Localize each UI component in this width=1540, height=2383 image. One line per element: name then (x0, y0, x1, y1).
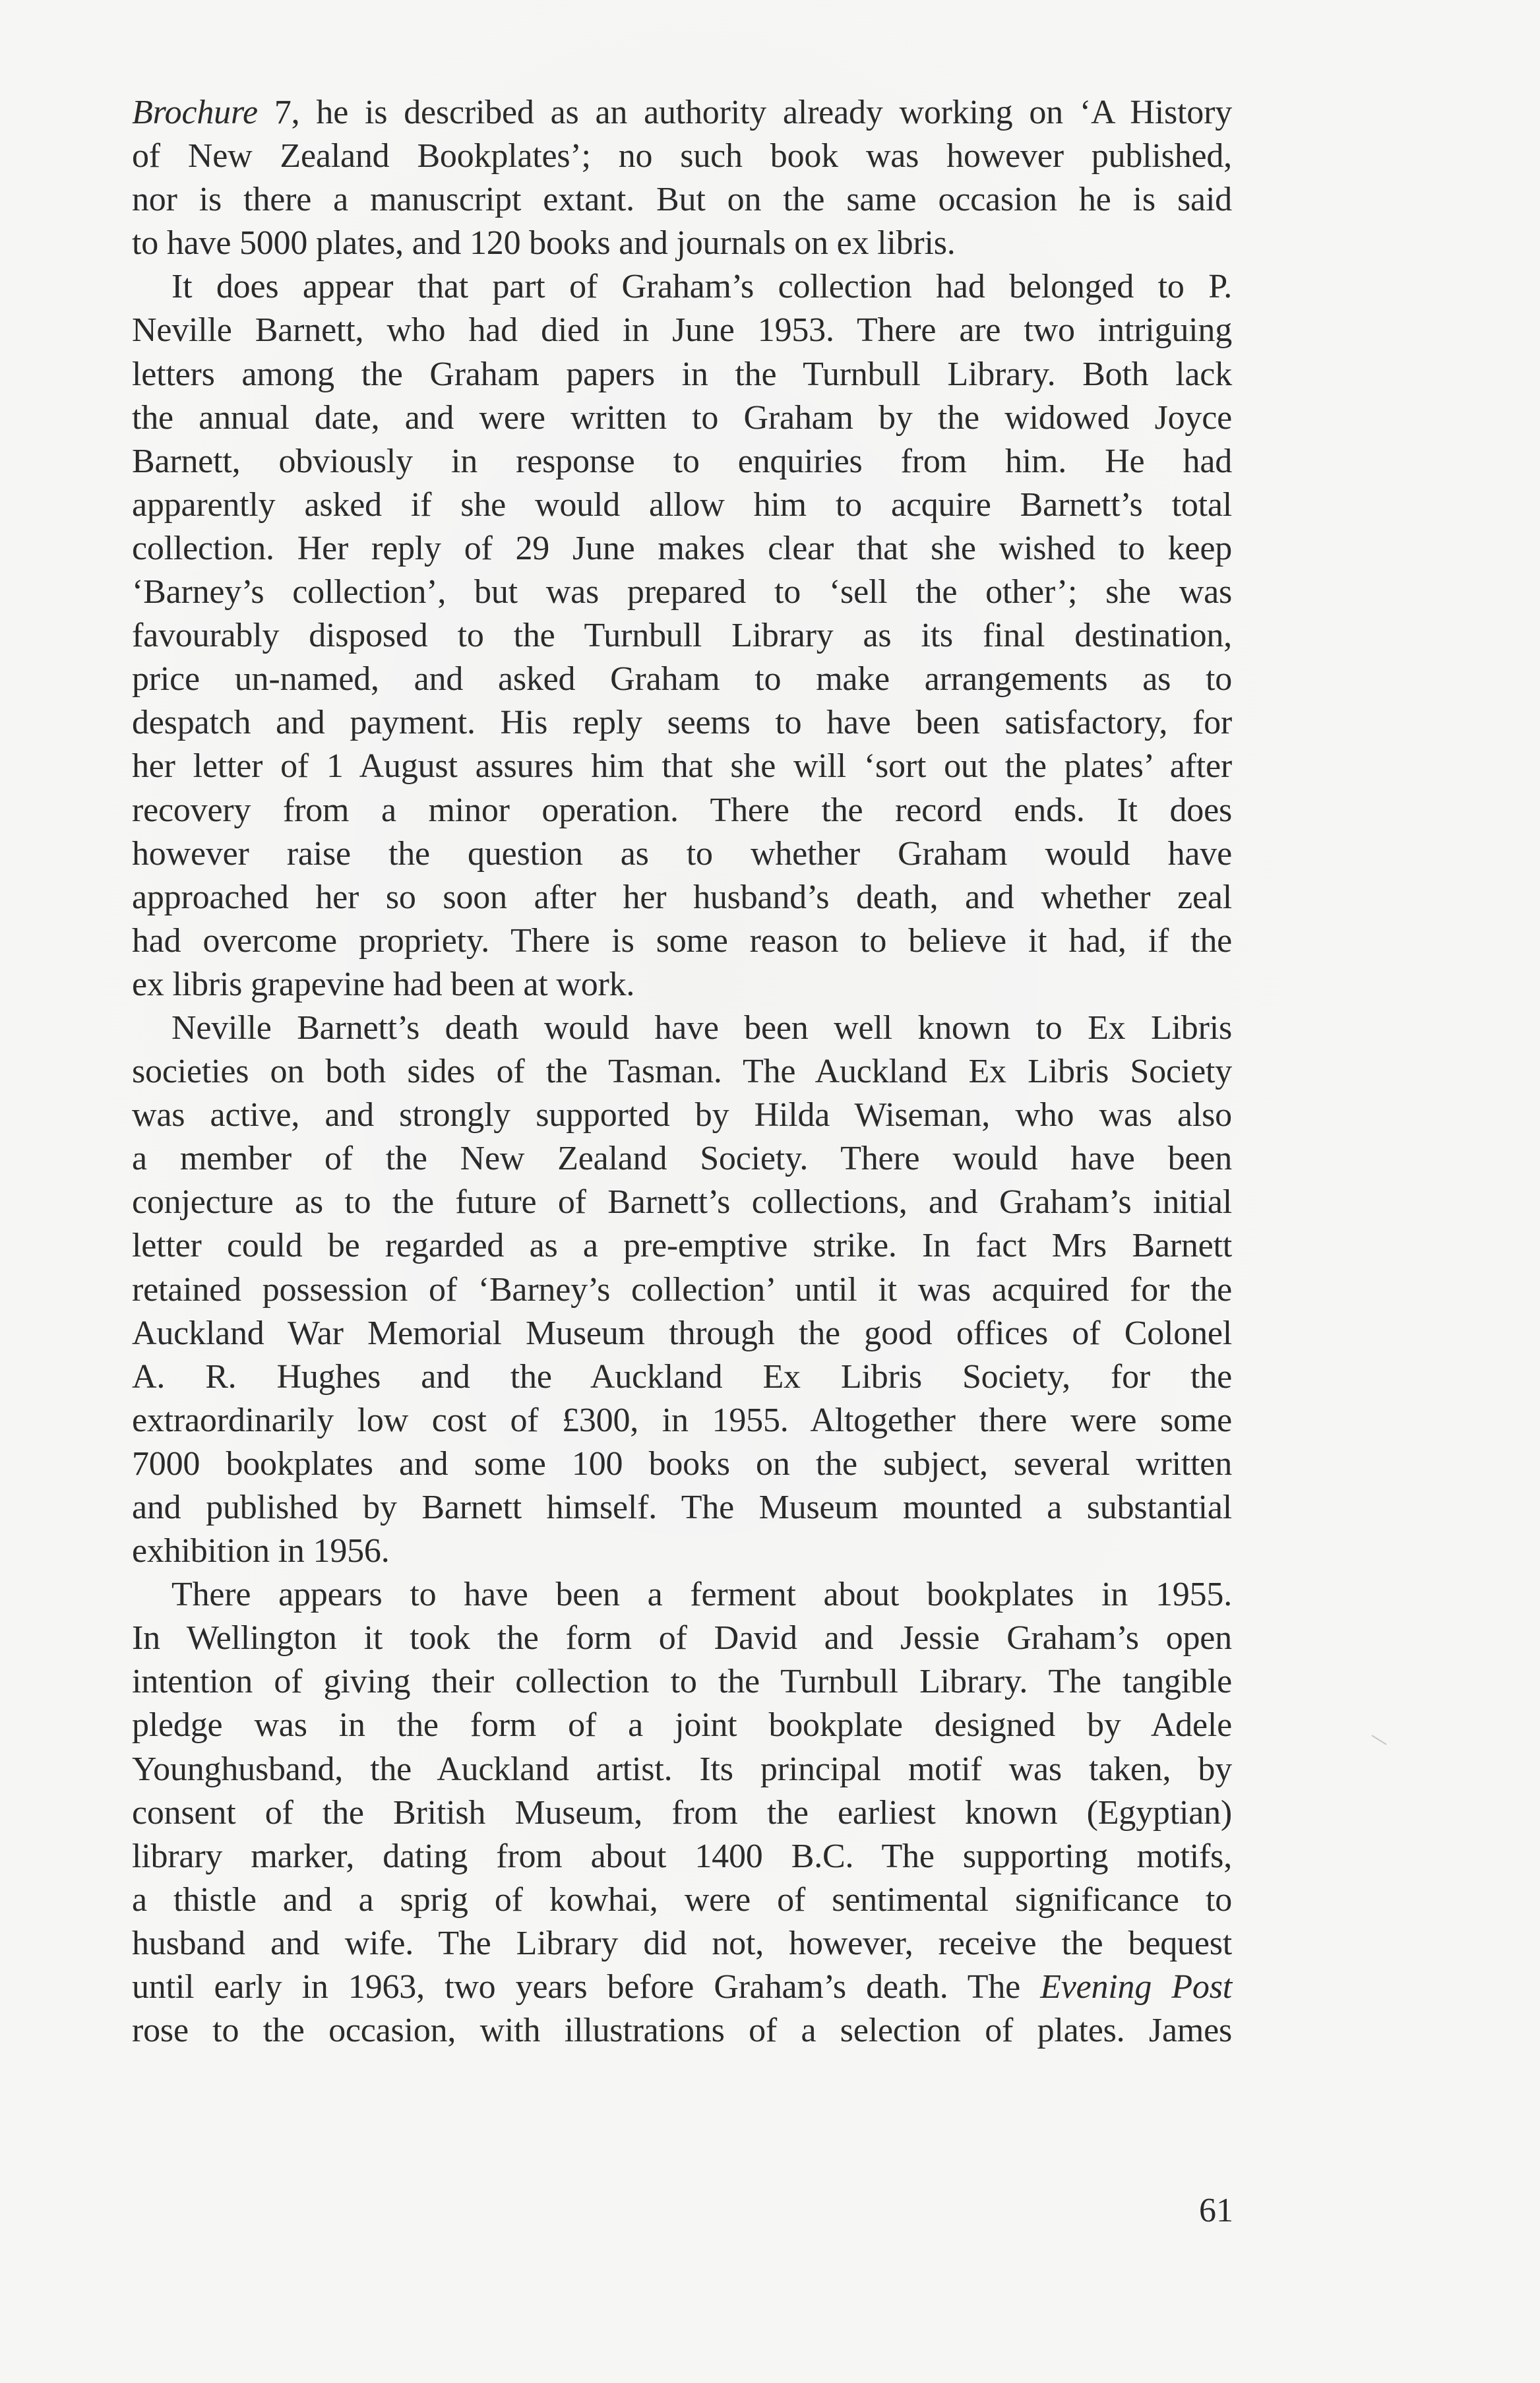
text-segment: however raise the question as to whether Graham would have (132, 834, 1232, 873)
text-line (132, 1878, 1232, 1922)
text-segment: consent of the British Museum, from the earliest known (Egyptian) (132, 1793, 1232, 1832)
text-segment: conjecture as to the future of Barnett’s collections, and Graham’s initial (132, 1183, 1232, 1222)
text-segment: ‘Barney’s collection’, but was prepared to ‘sell the other’; she was (132, 573, 1232, 611)
text-line (132, 614, 1232, 658)
text-line (132, 1268, 1232, 1312)
text-line (132, 919, 1232, 963)
text-segment: nor is there a manuscript extant. But on the same occasion he is said (132, 181, 1232, 219)
text-segment: Younghusband, the Auckland artist. Its principal motif was taken, by (132, 1750, 1232, 1788)
text-segment: apparently asked if she would allow him to acquire Barnett’s total (132, 485, 1232, 524)
text-line (132, 1399, 1232, 1442)
text-line (132, 658, 1232, 701)
text-segment: library marker, dating from about 1400 B.C. The supporting motifs, (132, 1837, 1232, 1875)
text-line (132, 876, 1232, 919)
text-segment: exhibition in 1956. (132, 1532, 390, 1570)
text-segment: a thistle and a sprig of kowhai, were of sentimental significance to (132, 1880, 1232, 1919)
text-line (132, 745, 1232, 788)
text-line (132, 1224, 1232, 1268)
text-line (132, 396, 1232, 440)
text-segment: had overcome propriety. There is some reason to believe it had, if the (132, 921, 1232, 960)
text-segment: her letter of 1 August assures him that she will ‘sort out the plates’ after (132, 747, 1232, 786)
text-line (132, 2009, 1232, 2053)
text-line (132, 789, 1232, 832)
text-segment: Auckland War Memorial Museum through the good offices of Colonel (132, 1314, 1232, 1352)
text-segment: despatch and payment. His reply seems to have been satisfactory, for (132, 704, 1232, 742)
text-segment: Neville Barnett’s death would have been well known to Ex Libris (171, 1008, 1232, 1047)
text-segment: It does appear that part of Graham’s collection had belonged to P. (171, 268, 1232, 306)
text-segment: favourably disposed to the Turnbull Library as its final destination, (132, 617, 1232, 655)
text-segment: price un-named, and asked Graham to make arrangements as to (132, 660, 1232, 698)
text-line (132, 265, 1232, 309)
text-segment: husband and wife. The Library did not, however, receive the bequest (132, 1924, 1232, 1962)
paragraph (132, 1573, 1232, 2053)
paragraph (132, 1006, 1232, 1573)
text-line (132, 1791, 1232, 1835)
text-segment: the annual date, and were written to Graham by the widowed Joyce (132, 398, 1232, 437)
text-line (132, 701, 1232, 745)
text-segment: societies on both sides of the Tasman. The Auckland Ex Libris Society (132, 1053, 1232, 1091)
italic-title: Evening Post (1040, 1968, 1232, 2006)
paragraph (132, 265, 1232, 1006)
text-segment: retained possession of ‘Barney’s collection’ until it was acquired for the (132, 1270, 1232, 1309)
text-line (132, 1094, 1232, 1137)
paragraph (132, 91, 1232, 265)
text-line (132, 1922, 1232, 1965)
text-line (132, 527, 1232, 571)
text-segment: extraordinarily low cost of £300, in 1955. Altogether there were some (132, 1401, 1232, 1439)
text-line (132, 353, 1232, 396)
text-segment: letter could be regarded as a pre-emptive strike. In fact Mrs Barnett (132, 1227, 1232, 1265)
text-line (132, 1486, 1232, 1530)
text-segment: pledge was in the form of a joint bookplate designed by Adele (132, 1706, 1232, 1745)
text-line (132, 832, 1232, 876)
text-line (132, 1006, 1232, 1050)
text-line (132, 222, 1232, 265)
text-line (132, 135, 1232, 178)
text-line (132, 1835, 1232, 1878)
text-line (132, 1442, 1232, 1486)
text-segment: ex libris grapevine had been at work. (132, 965, 635, 1003)
text-segment: collection. Her reply of 29 June makes clear that she wished to keep (132, 529, 1232, 567)
text-segment: Barnett, obviously in response to enquiries from him. He had (132, 442, 1232, 480)
scan-mark (1371, 1735, 1386, 1745)
text-line (132, 1617, 1232, 1660)
text-segment: There appears to have been a ferment about bookplates in 1955. (171, 1576, 1232, 1614)
text-line (132, 1660, 1232, 1704)
text-segment: of New Zealand Bookplates’; no such book was however published, (132, 137, 1232, 175)
text-segment: A. R. Hughes and the Auckland Ex Libris Society, for the (132, 1357, 1232, 1396)
text-line (132, 571, 1232, 614)
text-line (132, 1050, 1232, 1094)
text-line (132, 1704, 1232, 1747)
text-line (132, 91, 1232, 135)
text-segment: intention of giving their collection to the Turnbull Library. The tangible (132, 1663, 1232, 1701)
italic-title: Brochure (132, 94, 258, 131)
text-line (132, 1965, 1232, 2009)
text-line (132, 1137, 1232, 1181)
text-segment: Neville Barnett, who had died in June 1953. There are two intriguing (132, 311, 1232, 350)
text-segment: and published by Barnett himself. The Museum mounted a substantial (132, 1489, 1232, 1526)
text-segment: 7000 bookplates and some 100 books on the subject, several written (132, 1444, 1232, 1483)
text-line (132, 1355, 1232, 1399)
text-segment: rose to the occasion, with illustrations of a selection of plates. James (132, 2012, 1232, 2050)
text-line (132, 1312, 1232, 1355)
text-line (132, 1573, 1232, 1617)
text-segment: to have 5000 plates, and 120 books and journals on ex libris. (132, 224, 956, 263)
text-segment: approached her so soon after her husband’s death, and whether zeal (132, 878, 1232, 916)
text-line (132, 1181, 1232, 1224)
text-segment: In Wellington it took the form of David and Jessie Graham’s open (132, 1619, 1232, 1657)
text-segment: letters among the Graham papers in the Turnbull Library. Both lack (132, 355, 1232, 393)
text-segment: a member of the New Zealand Society. There would have been (132, 1140, 1232, 1178)
text-line (132, 1530, 1232, 1573)
text-segment: recovery from a minor operation. There the record ends. It does (132, 791, 1232, 829)
body-text (132, 91, 1232, 2053)
text-segment: 7, he is described as an authority already working on ‘A History (257, 94, 1232, 131)
text-segment: was active, and strongly supported by Hilda Wiseman, who was also (132, 1096, 1232, 1134)
text-line (132, 440, 1232, 483)
text-segment: until early in 1963, two years before Graham’s death. The (132, 1968, 1041, 2006)
text-line (132, 963, 1232, 1006)
text-line (132, 309, 1232, 352)
text-line (132, 483, 1232, 527)
page-number: 61 (1199, 2192, 1233, 2229)
text-line (132, 1748, 1232, 1791)
text-line (132, 178, 1232, 222)
